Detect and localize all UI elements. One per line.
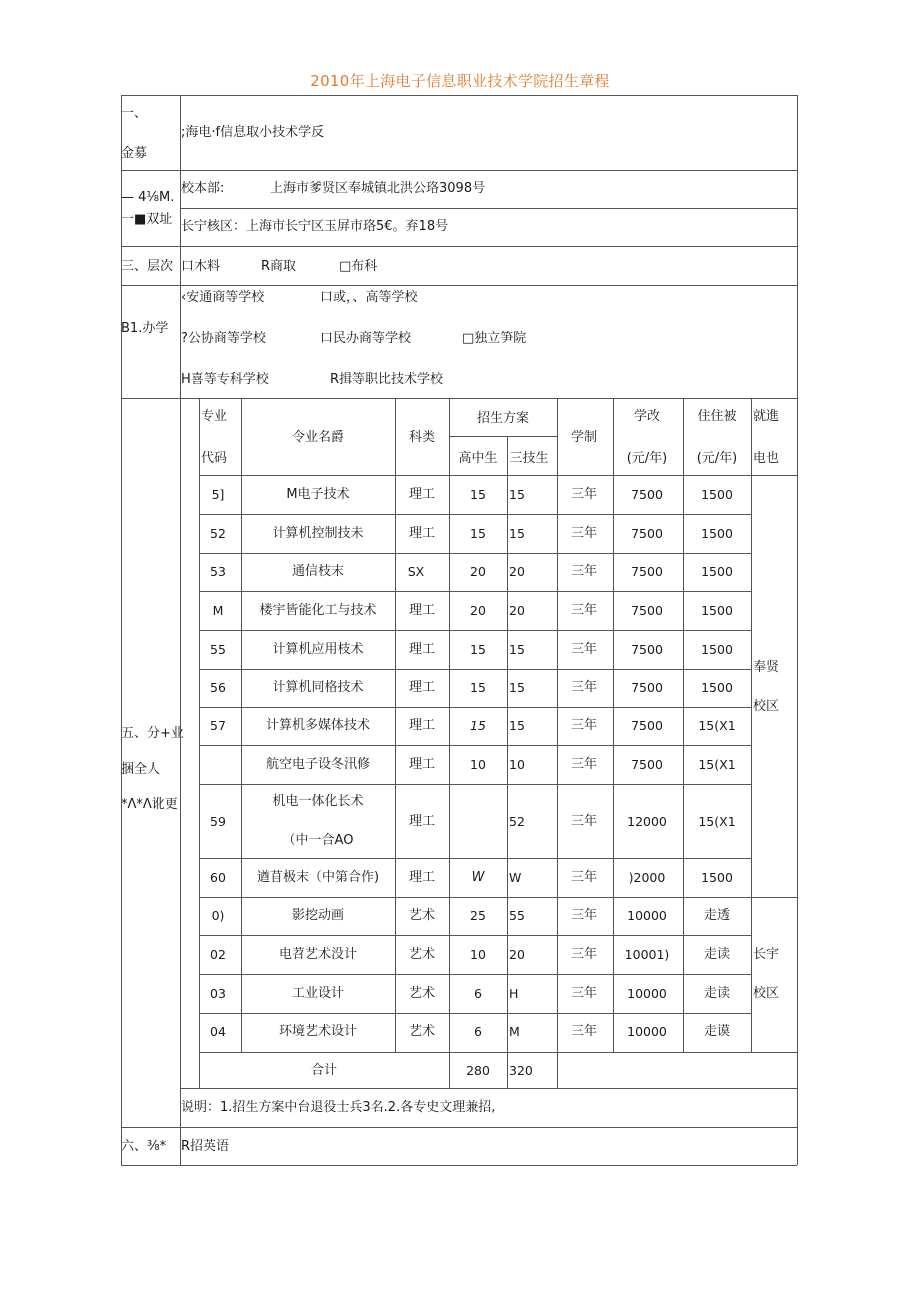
row-duration: 三年 (570, 487, 598, 502)
row-tech-school: 15 (509, 526, 525, 541)
row-tech-school: 20 (509, 564, 525, 579)
section-2-label-b: 一■双址 (121, 212, 173, 227)
row-high-school: 15 (470, 718, 486, 733)
level-option-2: R商取 (261, 259, 297, 274)
row-duration: 三年 (570, 603, 598, 618)
row-category: 理工 (408, 680, 436, 695)
row-dorm: 15(X1 (698, 718, 736, 733)
row-tuition: 10000 (627, 986, 667, 1001)
row-tech-school: 10 (509, 757, 525, 772)
row-high-school: 6 (474, 1024, 482, 1039)
row-tech-school: 15 (509, 642, 525, 657)
school-type-2b: 口民办商等学校 (320, 331, 412, 346)
row-major: 影挖动画 (291, 908, 345, 923)
row-dorm: 1500 (701, 526, 733, 541)
row-tuition: 10001) (624, 947, 670, 962)
school-type-2c: □独立笋院 (462, 331, 527, 346)
row-tech-school: 15 (509, 718, 525, 733)
header-tuition-2: (元/年) (626, 451, 668, 466)
row-high-school: 25 (470, 908, 486, 923)
row-tech-school: 55 (509, 908, 525, 923)
section-5-label-3: *Λ*Λ讹更 (121, 797, 178, 812)
table-note: 说明：1.招生方案中台退役士兵3名.2.各专史文理兼招, (181, 1100, 496, 1115)
row-duration: 三年 (570, 947, 598, 962)
campus-fengxian-1: 奉贤 (753, 660, 780, 675)
row-dorm: 1500 (701, 642, 733, 657)
row-category: 理工 (408, 814, 436, 829)
campus-changning-1: 长宇 (753, 947, 780, 962)
row-major: M电子技术 (286, 487, 350, 502)
row-dorm: 15(X1 (698, 814, 736, 829)
row-tuition: 7500 (631, 487, 663, 502)
row-code: 56 (210, 680, 226, 695)
row-category: 艺术 (408, 986, 436, 1001)
header-tech-school: 三技生 (509, 451, 549, 466)
section-1-label-b: 金募 (121, 146, 148, 161)
row-high-school: 15 (470, 526, 486, 541)
row-high-school: 20 (470, 564, 486, 579)
row-tuition: 7500 (631, 680, 663, 695)
section-2-label-a: — 4⅛M. (121, 190, 175, 205)
school-type-1b: 口或，、高等学校 (320, 290, 418, 305)
section-1-label-a: 一、 (121, 106, 148, 121)
row-duration: 三年 (570, 564, 598, 579)
row-dorm: 走谟 (703, 1024, 731, 1039)
row-code: 52 (210, 526, 226, 541)
row-major: 楼宇皆能化工与技术 (259, 603, 377, 618)
header-code-1: 专业 (201, 409, 228, 424)
row-tuition: 7500 (631, 718, 663, 733)
school-type-3a: H喜等专科学校 (181, 372, 269, 387)
row-high-school: 15 (470, 487, 486, 502)
row-tech-school: M (509, 1024, 520, 1039)
row-duration: 三年 (570, 870, 598, 885)
section-6-value: R招英语 (181, 1139, 230, 1154)
row-major: 航空电子设冬汛修 (265, 757, 371, 772)
row-high-school: 10 (470, 757, 486, 772)
row-high-school: 20 (470, 603, 486, 618)
row-duration: 三年 (570, 986, 598, 1001)
row-tech-school: 20 (509, 947, 525, 962)
row-duration: 三年 (570, 757, 598, 772)
header-category: 科类 (408, 430, 436, 445)
header-campus-1: 就進 (753, 409, 780, 424)
header-enrollment-plan: 招生方案 (476, 411, 530, 426)
school-name: ;海电·f信息取小技术学反 (181, 125, 325, 140)
row-major: 机电一体化长术 (272, 794, 364, 809)
row-duration: 三年 (570, 814, 598, 829)
row-duration: 三年 (570, 718, 598, 733)
row-tuition: 7500 (631, 757, 663, 772)
row-high-school: 15 (470, 642, 486, 657)
row-duration: 三年 (570, 526, 598, 541)
row-major: 计算机应用枝术 (272, 642, 364, 657)
row-dorm: 1500 (701, 870, 733, 885)
row-code: 53 (210, 564, 226, 579)
level-option-3: □布科 (339, 259, 378, 274)
row-dorm: 走透 (703, 908, 731, 923)
page-title: 2010年上海电子信息职业技术学院招生章程 (310, 72, 610, 90)
section-3-label: 三、层次 (121, 259, 174, 274)
campus-fengxian-2: 校区 (753, 699, 780, 714)
row-tuition: 10000 (627, 908, 667, 923)
row-dorm: 1500 (701, 487, 733, 502)
school-type-2a: ?公协商等学校 (181, 331, 266, 346)
row-high-school: 15 (470, 680, 486, 695)
row-major-note: （中一合AO (282, 833, 354, 848)
row-code: 02 (210, 947, 226, 962)
row-high-school: W (471, 870, 485, 885)
header-campus-2: 电也 (753, 451, 780, 466)
header-duration: 学制 (570, 430, 598, 445)
row-major: 遒苜极末（中第合作) (256, 870, 380, 885)
row-tuition: 12000 (627, 814, 667, 829)
row-major: 计算机同格技术 (272, 680, 364, 695)
row-dorm: 1500 (701, 603, 733, 618)
row-major: 环境艺术设计 (278, 1024, 358, 1039)
header-dorm-2: (元/年) (696, 451, 738, 466)
row-tech-school: 15 (509, 487, 525, 502)
row-code: 59 (210, 814, 226, 829)
row-code: 0) (211, 908, 225, 923)
school-type-3b: R揖等职比技术学校 (330, 372, 444, 387)
total-high-school: 280 (466, 1063, 490, 1078)
row-dorm: 走读 (703, 947, 731, 962)
row-duration: 三年 (570, 908, 598, 923)
row-tech-school: 52 (509, 814, 525, 829)
row-dorm: 1500 (701, 680, 733, 695)
level-option-1: 口木料 (181, 259, 221, 274)
section-6-label: 六、⅜* (121, 1139, 167, 1154)
row-tuition: 7500 (631, 603, 663, 618)
row-category: 理工 (408, 642, 436, 657)
row-duration: 三年 (570, 642, 598, 657)
row-code: 04 (210, 1024, 226, 1039)
row-code: M (212, 603, 224, 618)
row-duration: 三年 (570, 1024, 598, 1039)
row-tuition: 7500 (631, 526, 663, 541)
row-category: 艺术 (408, 1024, 436, 1039)
row-category: 理工 (408, 487, 436, 502)
campus-changning-2: 校区 (753, 986, 780, 1001)
section-5-label-2: 捆全人 (121, 762, 161, 777)
row-category: 理工 (408, 718, 436, 733)
row-major: 电苕艺术没计 (278, 947, 358, 962)
row-major: 计算机控制技未 (272, 526, 364, 541)
row-tech-school: H (509, 986, 519, 1001)
header-major-name: 令业名爵 (291, 430, 345, 445)
row-tuition: )2000 (628, 870, 666, 885)
header-tuition-1: 学改 (633, 409, 661, 424)
main-campus-label: 校本部: (181, 181, 225, 196)
header-dorm-1: 住住被 (697, 409, 737, 424)
row-category: 理工 (408, 526, 436, 541)
row-category: 艺术 (408, 947, 436, 962)
row-high-school: 10 (470, 947, 486, 962)
section-5-label-1: 五、分+业 (121, 726, 184, 741)
row-major: 通信枝末 (291, 564, 345, 579)
row-dorm: 走读 (703, 986, 731, 1001)
row-category: 理工 (408, 603, 436, 618)
row-code: 03 (210, 986, 226, 1001)
row-high-school: 6 (474, 986, 482, 1001)
header-code-2: 代码 (201, 451, 228, 466)
row-tech-school: W (509, 870, 522, 885)
row-tech-school: 20 (509, 603, 525, 618)
row-tuition: 10000 (627, 1024, 667, 1039)
row-code: 5] (211, 487, 225, 502)
row-tech-school: 15 (509, 680, 525, 695)
main-campus-address: 上海市爹贤区奉城镇北洪公珞3098号 (270, 181, 486, 196)
row-code: 60 (210, 870, 226, 885)
header-high-school: 高中生 (458, 451, 498, 466)
row-duration: 三年 (570, 680, 598, 695)
row-dorm: 15(X1 (698, 757, 736, 772)
school-type-1a: ‹安通商等学校 (181, 290, 265, 305)
section-4-label: B1.办学 (121, 321, 169, 336)
branch-campus-address: 长宁核区：上海市长宁区玉屏市珞5€。弃18号 (181, 219, 449, 234)
row-major: 计算机多媒体技术 (265, 718, 371, 733)
row-category: 艺术 (408, 908, 436, 923)
total-label: 合计 (310, 1063, 338, 1078)
row-tuition: 7500 (631, 642, 663, 657)
row-category: 理工 (408, 870, 436, 885)
total-tech-school: 320 (509, 1063, 533, 1078)
row-tuition: 7500 (631, 564, 663, 579)
row-category: SX (407, 564, 425, 579)
row-major: 工业设计 (291, 986, 345, 1001)
row-dorm: 1500 (701, 564, 733, 579)
row-code: 57 (210, 718, 226, 733)
row-category: 理工 (408, 757, 436, 772)
row-code: 55 (210, 642, 226, 657)
